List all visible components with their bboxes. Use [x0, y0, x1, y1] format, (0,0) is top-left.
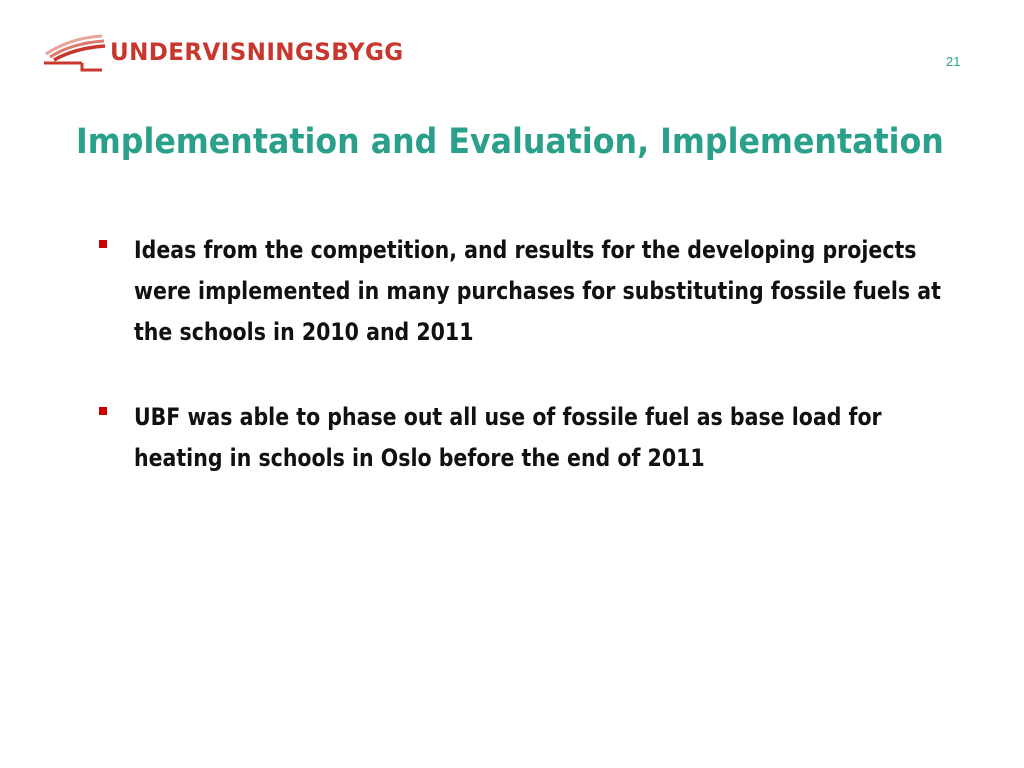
company-logo [42, 30, 416, 74]
page-number: 21 [946, 54, 961, 69]
undervisningsbygg-logo-icon [42, 32, 108, 72]
list-item [96, 230, 996, 353]
list-item [96, 397, 996, 479]
square-bullet-icon [99, 240, 107, 248]
logo-text: UNDERVISNINGSBYGG [110, 38, 404, 66]
slide-title: Implementation and Evaluation, Implementation [76, 122, 944, 162]
bullet-list [96, 230, 996, 523]
square-bullet-icon [99, 407, 107, 415]
bullet-text: Ideas from the competition, and results for the developing projects were implemented in many purchases for substituting fossile fuels at the schools in 2010 and 2011 [134, 236, 941, 346]
bullet-text: UBF was able to phase out all use of fossile fuel as base load for heating in schools in Oslo before the end of 2011 [134, 403, 882, 472]
